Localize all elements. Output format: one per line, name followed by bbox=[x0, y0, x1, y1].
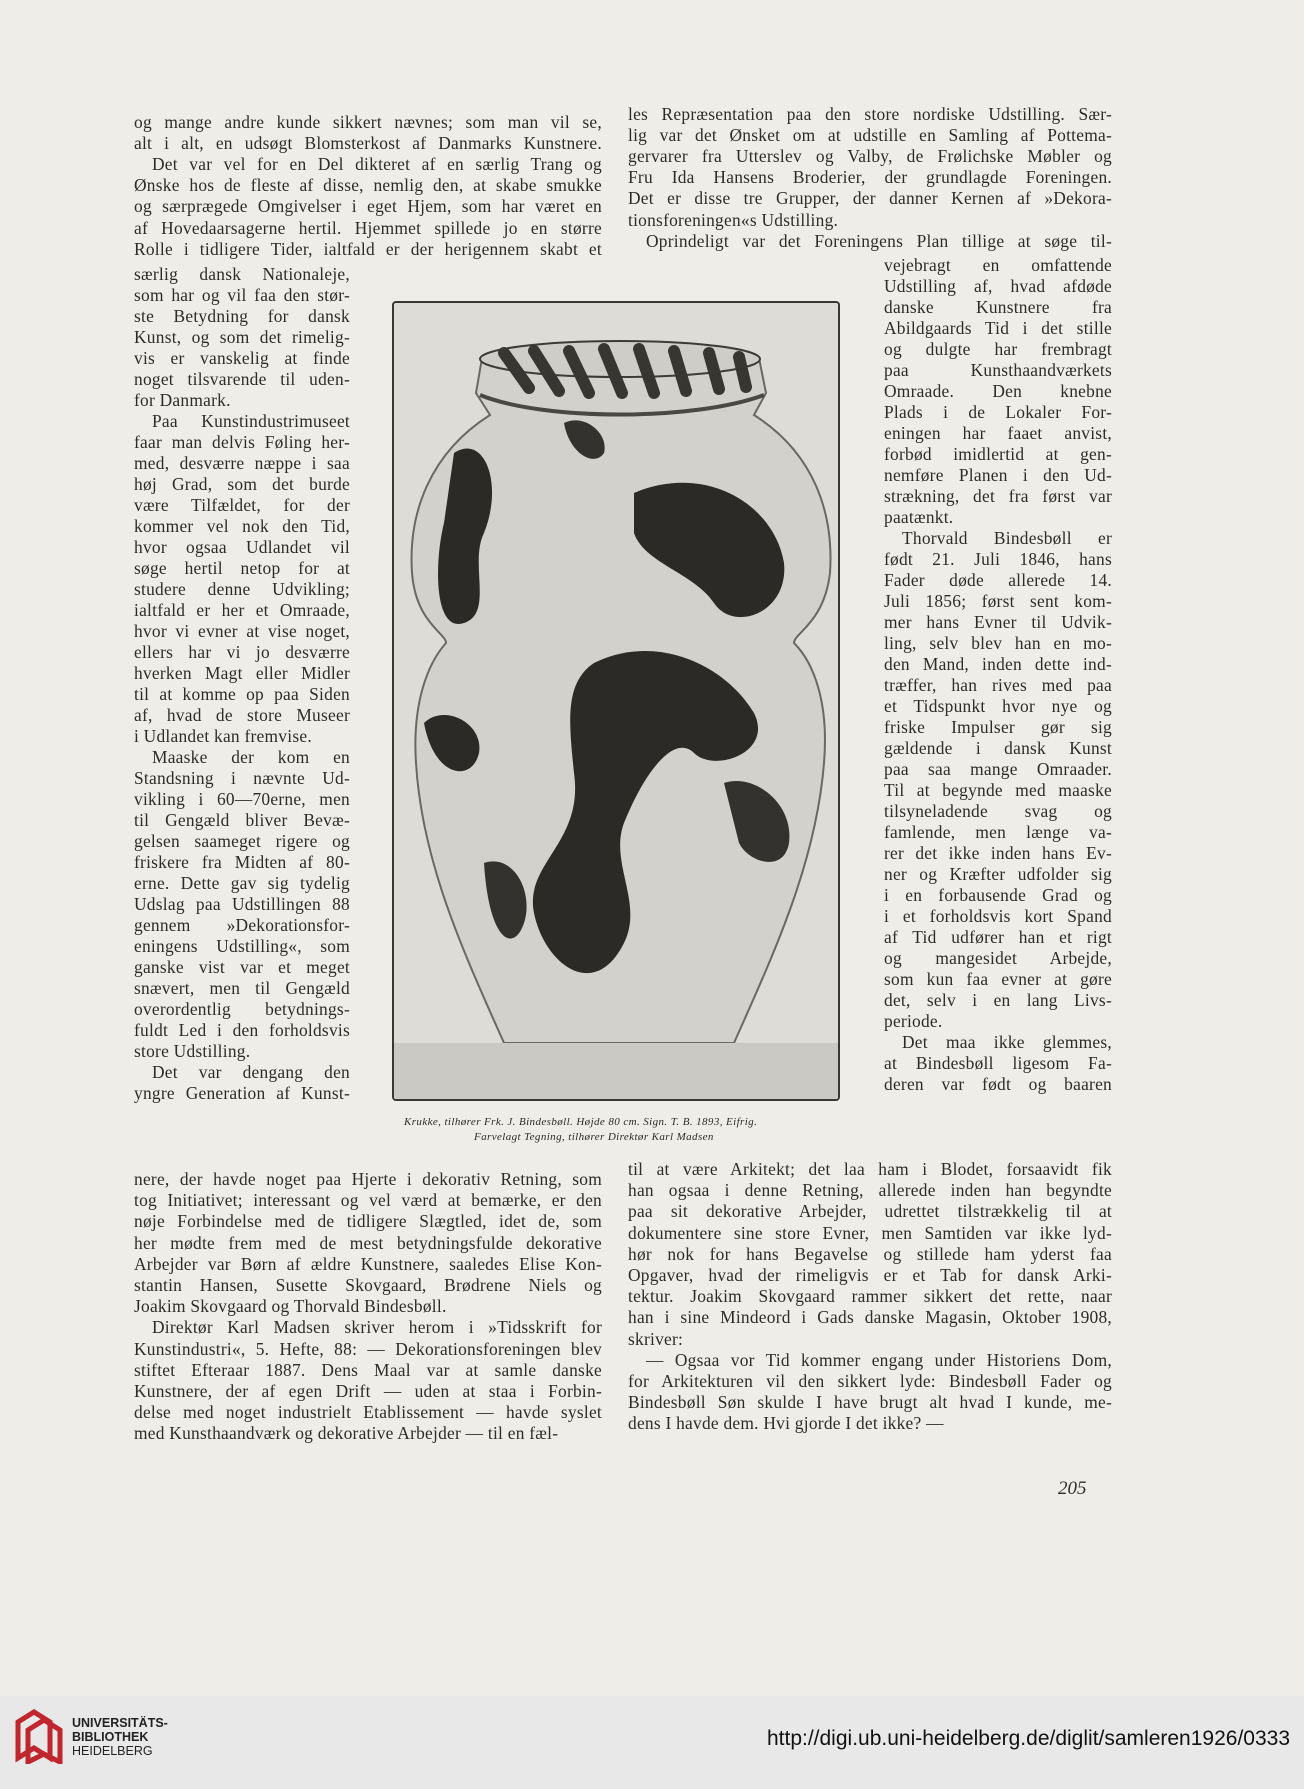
text-line: studere denne Udvikling; bbox=[134, 579, 350, 599]
vase-photograph bbox=[392, 301, 840, 1101]
text-line: født 21. Juli 1846, hans bbox=[884, 549, 1112, 569]
text-line: ner og Kræfter udfolder sig bbox=[884, 864, 1112, 884]
text-line: paa Kunsthaandværkets bbox=[884, 360, 1112, 380]
text-line: Rolle i tidligere Tider, ialtfald er der herigennem skabt et bbox=[134, 239, 602, 259]
text-line: fuldt Led i den forholdsvis bbox=[134, 1020, 350, 1040]
text-line: paa saa mange Omraader. bbox=[884, 759, 1112, 779]
text-line: nøje Forbindelse med de tidligere Slægtled, idet de, som bbox=[134, 1211, 602, 1231]
text-line: store Udstilling. bbox=[134, 1041, 251, 1061]
text-line: tionsforeningen«s Udstilling. bbox=[628, 210, 839, 230]
text-line: Kunstnere, der af egen Drift — uden at staa i Forbin- bbox=[134, 1381, 602, 1401]
text-line: den Mand, inden dette ind- bbox=[884, 654, 1112, 674]
text-line: hvor ogsaa Udlandet vil bbox=[134, 537, 350, 557]
text-line: vis er vanskelig at finde bbox=[134, 348, 350, 368]
text-line: — Ogsaa vor Tid kommer engang under Historiens Dom, bbox=[646, 1350, 1112, 1370]
text-line: Det var vel for en Del dikteret af en særlig Trang og bbox=[152, 154, 602, 174]
text-line: Maaske der kom en bbox=[152, 747, 350, 767]
text-line: med Kunsthaandværk og dekorative Arbejder — til en fæl- bbox=[134, 1423, 559, 1443]
figure-caption-line-1: Krukke, tilhører Frk. J. Bindesbøll. Højde 80 cm. Sign. T. B. 1893, Eifrig. bbox=[404, 1116, 758, 1128]
text-line: faar man delvis Føling her- bbox=[134, 432, 350, 452]
text-line: søge hertil netop for at bbox=[134, 558, 350, 578]
text-line: hør nok for hans Begavelse og stillede ham yderst faa bbox=[628, 1244, 1112, 1264]
text-line: ellers har vi jo desværre bbox=[134, 642, 350, 662]
text-line: alt i alt, en udsøgt Blomsterkost af Danmarks Kunstnere. bbox=[134, 133, 602, 153]
text-line: periode. bbox=[884, 1011, 943, 1031]
text-line: til at være Arkitekt; det laa ham i Blodet, forsaavidt fik bbox=[628, 1159, 1112, 1179]
text-line: lig var det Ønsket om at udstille en Samling af Pottema- bbox=[628, 125, 1112, 145]
text-line: hverken Magt eller Midler bbox=[134, 663, 350, 683]
text-line: gelsen saameget rigere og bbox=[134, 831, 350, 851]
text-line: eningens Udstilling«, som bbox=[134, 936, 350, 956]
text-line: Udstilling af, hvad afdøde bbox=[884, 276, 1112, 296]
text-line: et Tidspunkt hvor nye og bbox=[884, 696, 1112, 716]
text-line: eningen har faaet anvist, bbox=[884, 423, 1112, 443]
text-line: dokumentere sine store Evner, men Samtiden var ikke lyd- bbox=[628, 1223, 1112, 1243]
text-line: forbød imidlertid at gen- bbox=[884, 444, 1112, 464]
text-line: han i sine Mindeord i Gads danske Magasin, Oktober 1908, bbox=[628, 1307, 1112, 1327]
text-line: yngre Generation af Kunst- bbox=[134, 1083, 350, 1103]
text-line: Omraade. Den knebne bbox=[884, 381, 1112, 401]
text-line: i et forholdsvis kort Spand bbox=[884, 906, 1112, 926]
text-line: skriver: bbox=[628, 1329, 684, 1349]
text-line: med, desværre næppe i saa bbox=[134, 453, 350, 473]
text-line: Fru Ida Hansens Broderier, der grundlagde Foreningen. bbox=[628, 167, 1112, 187]
text-line: Bindesbøll Søn skulde I have brugt alt hvad I kunde, me- bbox=[628, 1392, 1112, 1412]
logo-line-1: UNIVERSITÄTS- bbox=[72, 1716, 168, 1730]
text-line: og mangesidet Arbejde, bbox=[884, 948, 1112, 968]
text-line: overordentlig betydnings- bbox=[134, 999, 350, 1019]
text-line: Joakim Skovgaard og Thorvald Bindesbøll. bbox=[134, 1296, 447, 1316]
text-line: her mødte frem med de mest betydningsfulde dekorative bbox=[134, 1233, 602, 1253]
text-line: høj Grad, som det burde bbox=[134, 474, 350, 494]
text-line: gervarer fra Utterslev og Valby, de Frølichske Møbler og bbox=[628, 146, 1112, 166]
text-line: særlig dansk Nationaleje, bbox=[134, 264, 350, 284]
logo-line-2: BIBLIOTHEK bbox=[72, 1730, 149, 1744]
text-line: Juli 1856; først sent kom- bbox=[884, 591, 1112, 611]
text-line: Kunst, og som det rimelig- bbox=[134, 327, 350, 347]
text-line: paa sit dekorative Arbejder, udrettet tilstrækkelig til at bbox=[628, 1201, 1112, 1221]
text-line: erne. Dette gav sig tydelig bbox=[134, 873, 350, 893]
text-line: ling, selv blev han en mo- bbox=[884, 633, 1112, 653]
logo-line-3: HEIDELBERG bbox=[72, 1744, 153, 1758]
text-line: friskere fra Midten af 80- bbox=[134, 852, 350, 872]
text-line: det, selv i en lang Livs- bbox=[884, 990, 1112, 1010]
text-line: han ogsaa i denne Retning, allerede inden han begyndte bbox=[628, 1180, 1112, 1200]
text-line: snævert, men til Gengæld bbox=[134, 978, 350, 998]
text-line: Det maa ikke glemmes, bbox=[902, 1032, 1112, 1052]
text-line: ste Betydning for dansk bbox=[134, 306, 350, 326]
text-line: af, hvad de store Museer bbox=[134, 705, 350, 725]
university-library-logo-icon[interactable] bbox=[14, 1708, 64, 1764]
university-library-logo-text[interactable] bbox=[72, 1716, 168, 1758]
text-line: hvor vi evner at vise noget, bbox=[134, 621, 350, 641]
text-line: Oprindeligt var det Foreningens Plan tillige at søge til- bbox=[646, 231, 1112, 251]
text-line: paatænkt. bbox=[884, 507, 954, 527]
text-line: stiftet Efteraar 1887. Dens Maal var at samle danske bbox=[134, 1360, 602, 1380]
text-line: Abildgaards Tid i det stille bbox=[884, 318, 1112, 338]
figure-caption-line-2: Farvelagt Tegning, tilhører Direktør Karl Madsen bbox=[474, 1131, 714, 1143]
text-line: af Tid udfører han et rigt bbox=[884, 927, 1112, 947]
text-line: Direktør Karl Madsen skriver herom i »Tidsskrift for bbox=[152, 1317, 602, 1337]
text-line: for Danmark. bbox=[134, 390, 231, 410]
text-line: nere, der havde noget paa Hjerte i dekorativ Retning, som bbox=[134, 1169, 602, 1189]
text-line: gennem »Dekorationsfor- bbox=[134, 915, 350, 935]
text-line: les Repræsentation paa den store nordiske Udstilling. Sær- bbox=[628, 104, 1112, 124]
text-line: noget tilsvarende til uden- bbox=[134, 369, 350, 389]
text-line: ganske vist var et meget bbox=[134, 957, 350, 977]
text-line: til at komme op paa Siden bbox=[134, 684, 350, 704]
text-line: rer det ikke inden hans Ev- bbox=[884, 843, 1112, 863]
text-line: Udslag paa Udstillingen 88 bbox=[134, 894, 350, 914]
text-line: strækning, det fra først var bbox=[884, 486, 1112, 506]
text-line: Det var dengang den bbox=[152, 1062, 350, 1082]
text-line: famlende, men længe va- bbox=[884, 822, 1112, 842]
text-line: mer hans Evner til Udvik- bbox=[884, 612, 1112, 632]
text-line: stantin Hansen, Susette Skovgaard, Brødrene Niels og bbox=[134, 1275, 602, 1295]
text-line: vejebragt en omfattende bbox=[884, 255, 1112, 275]
text-line: nemføre Planen i den Ud- bbox=[884, 465, 1112, 485]
text-line: Ønske hos de fleste af disse, nemlig den, at skabe smukke bbox=[134, 175, 602, 195]
text-line: danske Kunstnere fra bbox=[884, 297, 1112, 317]
text-line: Thorvald Bindesbøll er bbox=[902, 528, 1112, 548]
page-number: 205 bbox=[1058, 1478, 1087, 1499]
text-line: friske Impulser gør sig bbox=[884, 717, 1112, 737]
text-line: og mange andre kunde sikkert nævnes; som man vil se, bbox=[134, 112, 602, 132]
text-line: tog Initiativet; interessant og vel værd at bemærke, er den bbox=[134, 1190, 602, 1210]
text-line: og dulgte har frembragt bbox=[884, 339, 1112, 359]
vase-illustration bbox=[394, 303, 838, 1099]
text-line: træffer, han rives med paa bbox=[884, 675, 1112, 695]
text-line: at Bindesbøll ligesom Fa- bbox=[884, 1053, 1112, 1073]
text-line: til Gengæld bliver Bevæ- bbox=[134, 810, 350, 830]
text-line: kommer vel nok den Tid, bbox=[134, 516, 350, 536]
text-line: Arbejder var Børn af ældre Kunstnere, saaledes Elise Kon- bbox=[134, 1254, 602, 1274]
text-line: Til at begynde med maaske bbox=[884, 780, 1112, 800]
text-line: som har og vil faa den stør- bbox=[134, 285, 350, 305]
text-line: Standsning i nævnte Ud- bbox=[134, 768, 350, 788]
text-line: Det er disse tre Grupper, der danner Kernen af »Dekora- bbox=[628, 188, 1112, 208]
text-line: deren var født og baaren bbox=[884, 1074, 1112, 1094]
text-line: Fader døde allerede 14. bbox=[884, 570, 1112, 590]
text-line: tilsyneladende svag og bbox=[884, 801, 1112, 821]
text-line: tektur. Joakim Skovgaard rammer sikkert det rette, naar bbox=[628, 1286, 1112, 1306]
text-line: i en forbausende Grad og bbox=[884, 885, 1112, 905]
text-line: for Arkitekturen vil den sikkert lyde: Bindesbøll Fader og bbox=[628, 1371, 1112, 1391]
text-line: Kunstindustri«, 5. Hefte, 88: — Dekorationsforeningen blev bbox=[134, 1339, 602, 1359]
text-line: vikling i 60—70erne, men bbox=[134, 789, 350, 809]
text-line: ialtfald er her et Omraade, bbox=[134, 600, 350, 620]
text-line: i Udlandet kan fremvise. bbox=[134, 726, 312, 746]
text-line: som kun faa evner at gøre bbox=[884, 969, 1112, 989]
text-line: og særprægede Omgivelser i eget Hjem, som har været en bbox=[134, 196, 602, 216]
text-line: Opgaver, hvad der rimeligvis er et Tab for dansk Arki- bbox=[628, 1265, 1112, 1285]
text-line: delse med noget industrielt Etablissement — havde syslet bbox=[134, 1402, 602, 1422]
text-line: være Tilfældet, for der bbox=[134, 495, 350, 515]
text-line: dens I havde dem. Hvi gjorde I det ikke? — bbox=[628, 1413, 944, 1433]
text-line: af Hovedaarsagerne hertil. Hjemmet spillede jo en større bbox=[134, 218, 602, 238]
text-line: gældende i dansk Kunst bbox=[884, 738, 1112, 758]
source-url-link[interactable]: http://digi.ub.uni-heidelberg.de/diglit/samleren1926/0333 bbox=[766, 1727, 1290, 1750]
text-line: Paa Kunstindustrimuseet bbox=[152, 411, 350, 431]
text-line: Plads i de Lokaler For- bbox=[884, 402, 1112, 422]
